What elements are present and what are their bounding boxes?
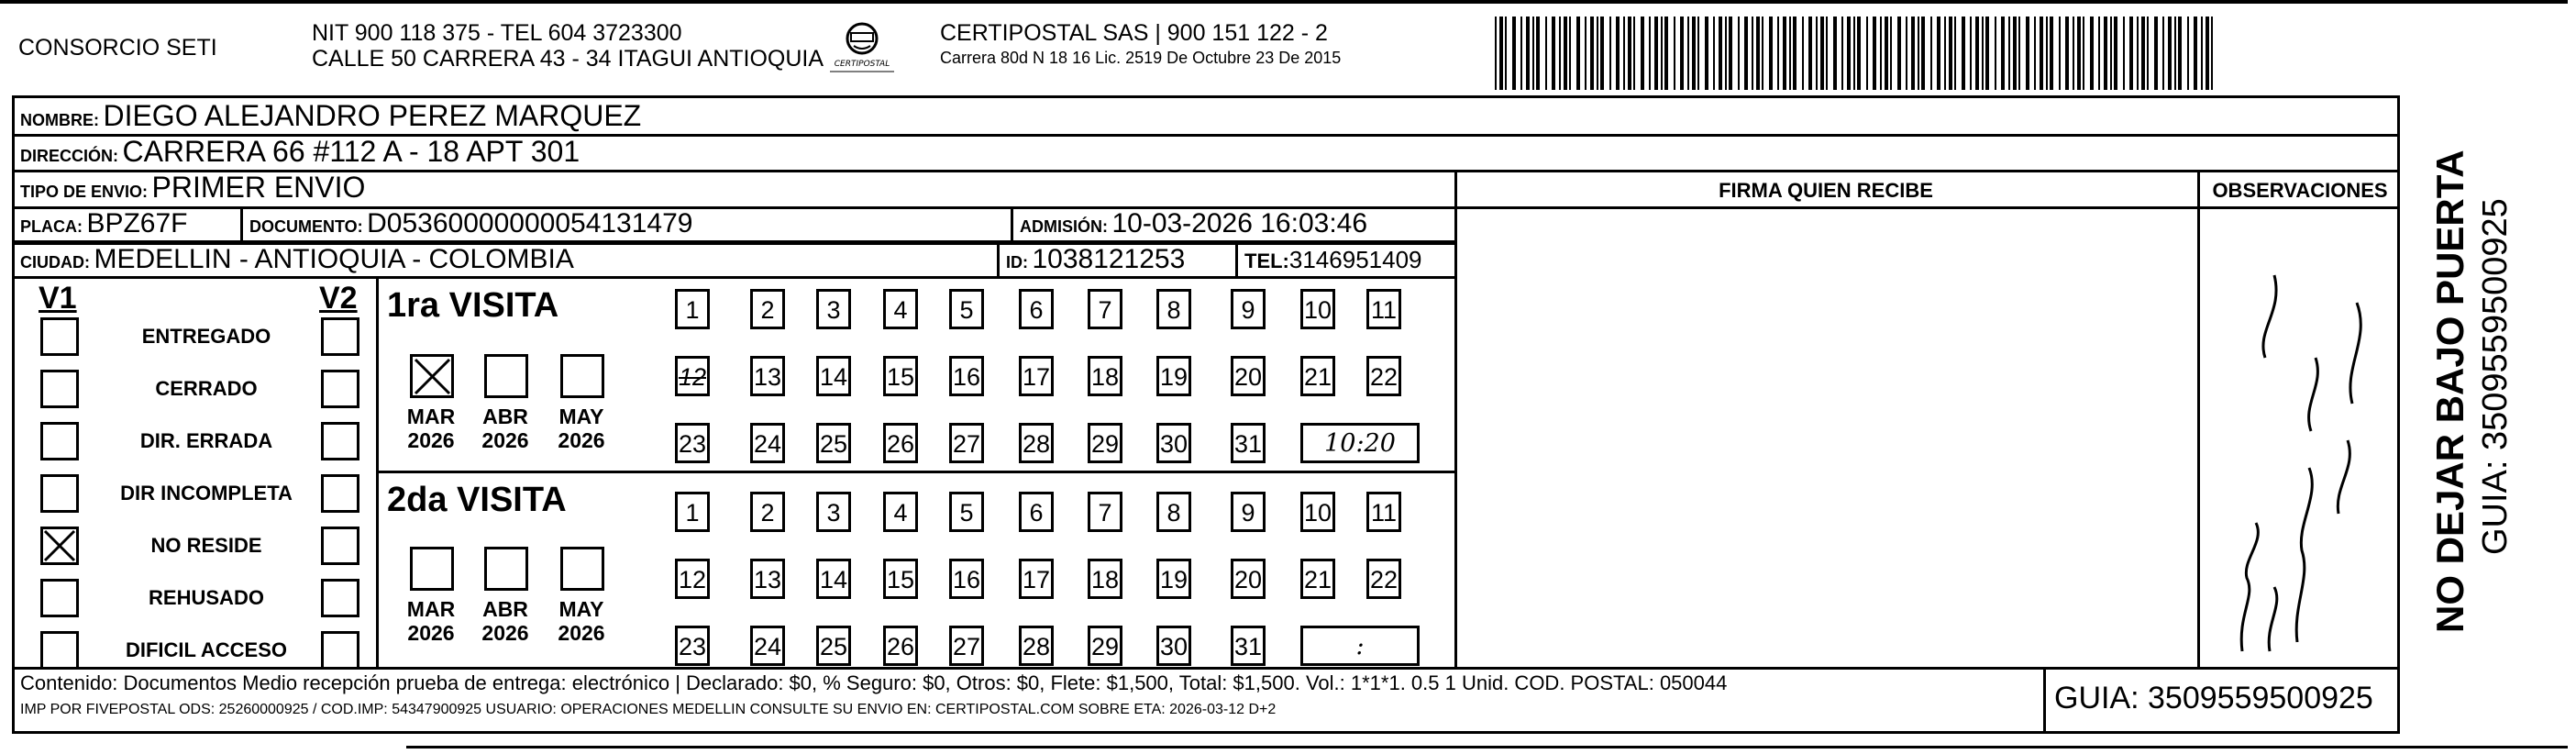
month-checkbox[interactable] [484,354,528,398]
day-box[interactable]: 10 [1300,492,1335,532]
day-box[interactable]: 8 [1156,289,1191,329]
barcode-bar [1954,17,1956,90]
day-box[interactable]: 17 [1019,356,1054,396]
hour-box[interactable]: : [1300,626,1420,666]
v2-checkbox[interactable] [321,317,359,356]
day-box[interactable]: 31 [1231,423,1266,463]
visit-divider [376,471,1454,473]
barcode-bar [1857,17,1861,90]
day-box[interactable]: 4 [883,289,918,329]
observaciones-label: OBSERVACIONES [2212,179,2388,202]
svg-text:CERTIPOSTAL: CERTIPOSTAL [834,60,890,69]
ciudad-value: MEDELLIN - ANTIOQUIA - COLOMBIA [94,244,574,274]
barcode-bar [1597,17,1598,90]
day-box[interactable]: 2 [750,492,785,532]
day-box[interactable]: 18 [1088,559,1122,599]
day-box[interactable]: 23 [675,423,710,463]
bottom-rule [406,746,2568,748]
day-box[interactable]: 22 [1366,356,1401,396]
footer-line-1: Contenido: Documentos Medio recepción prueba de entrega: electrónico | Declarado: $0, % Seguro: $0, Otros: $0, Flete: $1,500, Total: $1,500. Vol.: 1*1*1. 0.5 1 Unid. COD. POSTAL: 050044 [20,671,1728,694]
barcode-bar [1687,17,1689,90]
id-label: ID: [1006,253,1028,272]
v2-checkbox[interactable] [321,474,359,513]
barcode-bar [2059,17,2061,90]
barcode-bar [1897,17,1901,90]
barcode-bar [1564,17,1567,90]
barcode-bar [2162,17,2164,90]
month-name: ABR [482,405,528,428]
direccion-row [20,135,580,169]
barcode-bar [2090,17,2094,90]
tipo-value: PRIMER ENVIO [151,171,366,204]
month-name: MAR [406,405,456,428]
barcode-bar [1520,17,1522,90]
day-box[interactable]: 29 [1088,626,1122,666]
barcode-bar [1808,17,1812,90]
id-value: 1038121253 [1032,244,1186,274]
top-border [0,0,2568,4]
barcode-bar [1752,17,1753,90]
barcode-bar [1930,17,1932,90]
barcode-bar [2065,17,2069,90]
ciudad-label: CIUDAD: [20,253,90,272]
day-box[interactable]: 4 [883,492,918,532]
side-warning: NO DEJAR BAJO PUERTA [2428,150,2471,633]
day-box[interactable]: 20 [1231,559,1266,599]
barcode-bar [1692,17,1696,90]
barcode-bar [1995,17,1996,90]
v1-checkbox[interactable] [40,527,79,565]
address-line: CALLE 50 CARRERA 43 - 34 ITAGUI ANTIOQUIA [312,46,824,72]
day-box[interactable]: 30 [1156,626,1191,666]
status-label: ENTREGADO [141,325,271,348]
day-box[interactable]: 24 [750,626,785,666]
barcode-bar [1762,17,1763,90]
day-box[interactable]: 24 [750,423,785,463]
footer-line-2: IMP POR FIVEPOSTAL ODS: 25260000925 / COD.IMP: 54347900925 USUARIO: OPERACIONES MEDELLIN CONSULTE SU ENVIO EN: CERTIPOSTAL.COM SOBRE ETA: 2026-03-12 D+2 [20,702,1277,717]
day-box[interactable]: 3 [816,289,851,329]
tel-row [1244,246,1422,274]
handwritten-observations [2201,220,2398,660]
barcode-bar [2174,17,2176,90]
barcode-bar [2201,17,2203,90]
barcode-bar [1826,17,1828,90]
day-box[interactable]: 7 [1088,289,1122,329]
day-box[interactable]: 6 [1019,289,1054,329]
day-box[interactable]: 5 [949,289,984,329]
month-name: MAR [406,597,456,621]
barcode-bar [2013,17,2017,90]
barcode-bar [1664,17,1668,90]
nombre-label: NOMBRE: [20,111,99,129]
hour-box[interactable]: 10:20 [1300,423,1420,463]
footer-divider [12,667,2400,670]
day-box[interactable]: 11 [1366,492,1401,532]
day-box[interactable]: 25 [816,626,851,666]
barcode-bar [2194,17,2197,90]
month-checkbox[interactable] [560,547,604,591]
day-box[interactable]: 13 [750,559,785,599]
v1-checkbox[interactable] [40,370,79,408]
barcode-bar [2104,17,2107,90]
status-label: DIFICIL ACCESO [125,638,287,661]
month-checkbox[interactable] [484,547,528,591]
barcode-bar [2141,17,2145,90]
day-box[interactable]: 6 [1019,492,1054,532]
status-label: DIR. ERRADA [139,429,273,452]
barcode-bar [1985,17,1989,90]
admision-value: 10-03-2026 16:03:46 [1111,208,1368,238]
barcode-bar [1559,17,1561,90]
status-label: NO RESIDE [150,534,262,557]
admision-label: ADMISIÓN: [1020,217,1108,236]
month-name: MAY [558,405,604,428]
day-box[interactable]: 16 [949,356,984,396]
company-name: CONSORCIO SETI [18,35,217,61]
barcode-bar [1970,17,1972,90]
day-box[interactable]: 5 [949,492,984,532]
barcode-bar [1654,17,1658,90]
barcode-bar [1649,17,1651,90]
day-box[interactable]: 19 [1156,559,1191,599]
barcode-bar [1674,17,1675,90]
row-divider [12,170,2400,172]
day-box[interactable]: 22 [1366,559,1401,599]
barcode-bar [1756,17,1760,90]
barcode-bar [2206,17,2209,90]
day-box[interactable]: 28 [1019,626,1054,666]
barcode-bar [2098,17,2100,90]
barcode-bar [2026,17,2029,90]
certipostal-logo [821,18,903,77]
col-divider [240,206,243,243]
barcode-bar [2008,17,2010,90]
col-divider [2197,170,2200,667]
barcode-bar [1729,17,1732,90]
day-box[interactable]: 26 [883,423,918,463]
barcode-bar [2083,17,2084,90]
v2-checkbox[interactable] [321,631,359,670]
barcode-bar [1841,17,1843,90]
day-box[interactable]: 3 [816,492,851,532]
barcode-bar [1705,17,1708,90]
barcode-bar [1944,17,1946,90]
day-box[interactable]: 27 [949,626,984,666]
visit2-title: 2da VISITA [387,481,567,519]
barcode-bar [2018,17,2020,90]
barcode-bar [1738,17,1740,90]
tel-value: 3146951409 [1288,246,1422,273]
barcode-bar [2077,17,2081,90]
v1-checkbox[interactable] [40,317,79,356]
barcode-bar [1744,17,1748,90]
day-box[interactable]: 25 [816,423,851,463]
barcode-bar [1552,17,1555,90]
barcode-bar [1505,17,1507,90]
barcode-bar [1713,17,1715,90]
month-checkbox[interactable] [410,547,454,591]
barcode-bar [1616,17,1620,90]
day-box[interactable]: 12 [675,559,710,599]
barcode-bar [1585,17,1587,90]
ciudad-row [20,244,574,275]
placa-value: BPZ67F [86,208,188,238]
barcode-bar [1853,17,1855,90]
day-box[interactable]: 18 [1088,356,1122,396]
firma-label: FIRMA QUIEN RECIBE [1719,179,1933,202]
barcode-bar [1512,17,1516,90]
barcode-bar [2001,17,2005,90]
barcode-bar [2137,17,2139,90]
day-box[interactable]: 7 [1088,492,1122,532]
barcode-bar [1545,17,1547,90]
status-label: CERRADO [155,377,258,400]
status-label: REHUSADO [149,586,264,609]
month-year: 2026 [481,428,529,452]
barcode-bar [1697,17,1699,90]
barcode-bar [2211,17,2213,90]
documento-row [249,208,692,239]
row-divider [12,276,1454,279]
barcode-bar [1495,17,1497,90]
day-box[interactable]: 2 [750,289,785,329]
barcode-bar [1661,17,1663,90]
barcode-bar [2187,17,2189,90]
barcode-bar [1975,17,1979,90]
month-year: 2026 [407,428,455,452]
col-divider [1454,170,1457,667]
month-year: 2026 [481,621,529,645]
barcode-bar [1783,17,1786,90]
barcode-bar [2178,17,2182,90]
barcode-bar [2110,17,2112,90]
visit1-title: 1ra VISITA [387,286,559,325]
barcode-bar [1526,17,1530,90]
day-box[interactable]: 12 [675,356,710,396]
barcode-bar [1777,17,1779,90]
barcode-bar [1793,17,1797,90]
month-year: 2026 [407,621,455,645]
day-box[interactable]: 9 [1231,492,1266,532]
barcode-bar [1949,17,1952,90]
documento-value: D05360000000054131479 [367,208,693,238]
barcode-bar [1873,17,1876,90]
barcode-bar [1833,17,1837,90]
status-label: DIR INCOMPLETA [120,482,293,505]
barcode-bar [1937,17,1940,90]
barcode-bar [1628,17,1631,90]
day-box[interactable]: 13 [750,356,785,396]
day-box[interactable]: 17 [1019,559,1054,599]
barcode-bar [2129,17,2133,90]
placa-label: PLACA: [20,217,83,236]
day-box[interactable]: 26 [883,626,918,666]
barcode-bar [2114,17,2117,90]
nombre-value: DIEGO ALEJANDRO PEREZ MARQUEZ [103,99,642,132]
day-box[interactable]: 1 [675,492,710,532]
barcode-bar [2168,17,2172,90]
day-box[interactable]: 11 [1366,289,1401,329]
tipo-row [20,171,365,205]
col-divider [997,242,1000,277]
v1-checkbox[interactable] [40,422,79,460]
tel-label: TEL: [1244,249,1289,272]
barcode-bar [2154,17,2158,90]
barcode-bar [1802,17,1804,90]
barcode-bar [1725,17,1727,90]
day-box[interactable]: 27 [949,423,984,463]
col-divider [1011,206,1013,243]
barcode-bar [1880,17,1882,90]
col-divider [2043,667,2046,734]
v1-label: V1 [39,281,77,316]
day-box[interactable]: 29 [1088,423,1122,463]
barcode-bar [1576,17,1580,90]
barcode-bar [1962,17,1965,90]
barcode-bar [1789,17,1791,90]
certipostal-line: CERTIPOSTAL SAS | 900 151 122 - 2 [940,20,1328,46]
col-divider [1235,242,1238,277]
barcode-bar [1609,17,1611,90]
row-divider [2197,206,2400,209]
barcode-bar [2050,17,2053,90]
v1-checkbox[interactable] [40,474,79,513]
day-box[interactable]: 21 [1300,356,1335,396]
barcode-bar [1590,17,1594,90]
day-box[interactable]: 23 [675,626,710,666]
day-box[interactable]: 9 [1231,289,1266,329]
barcode-bar [1641,17,1644,90]
barcode-bar [2046,17,2048,90]
month-year: 2026 [558,621,605,645]
v1-checkbox[interactable] [40,631,79,670]
nit-line: NIT 900 118 375 - TEL 604 3723300 [312,20,682,46]
tipo-label: TIPO DE ENVIO: [20,183,149,201]
placa-row [20,208,188,239]
day-box[interactable]: 16 [949,559,984,599]
day-box[interactable]: 1 [675,289,710,329]
day-box[interactable]: 15 [883,356,918,396]
barcode-bar [2034,17,2036,90]
v2-checkbox[interactable] [321,422,359,460]
barcode [1495,17,2221,90]
barcode-bar [1569,17,1571,90]
month-name: ABR [482,597,528,621]
v2-checkbox[interactable] [321,579,359,617]
v2-checkbox[interactable] [321,370,359,408]
barcode-bar [1532,17,1534,90]
barcode-bar [2147,17,2149,90]
v1-checkbox[interactable] [40,579,79,617]
v2-checkbox[interactable] [321,527,359,565]
day-box[interactable]: 14 [816,356,851,396]
month-year: 2026 [558,428,605,452]
day-box[interactable]: 15 [883,559,918,599]
barcode-bar [1536,17,1540,90]
day-box[interactable]: 19 [1156,356,1191,396]
barcode-bar [1499,17,1503,90]
day-box[interactable]: 28 [1019,423,1054,463]
direccion-label: DIRECCIÓN: [20,147,118,165]
day-box[interactable]: 21 [1300,559,1335,599]
month-name: MAY [558,597,604,621]
barcode-bar [1769,17,1773,90]
barcode-bar [2040,17,2043,90]
side-guia: GUIA: 3509559500925 [2476,198,2515,555]
barcode-bar [1890,17,1892,90]
barcode-bar [1820,17,1824,90]
month-checkbox[interactable] [410,354,454,398]
barcode-bar [1847,17,1851,90]
license-line: Carrera 80d N 18 16 Lic. 2519 De Octubre 23 De 2015 [940,49,1342,67]
barcode-bar [1600,17,1604,90]
barcode-bar [1633,17,1635,90]
barcode-bar [1918,17,1919,90]
barcode-bar [1911,17,1915,90]
nombre-row [20,99,641,133]
day-box[interactable]: 31 [1231,626,1266,666]
barcode-bar [1921,17,1925,90]
barcode-bar [2123,17,2125,90]
barcode-bar [1906,17,1907,90]
barcode-bar [1719,17,1722,90]
month-checkbox[interactable] [560,354,604,398]
day-box[interactable]: 20 [1231,356,1266,396]
barcode-bar [2073,17,2074,90]
barcode-bar [1623,17,1625,90]
v2-label: V2 [319,281,358,316]
barcode-bar [1982,17,1984,90]
day-box[interactable]: 10 [1300,289,1335,329]
admision-row [1020,208,1367,239]
id-row [1006,244,1185,275]
barcode-bar [1866,17,1868,90]
barcode-bar [1680,17,1684,90]
day-box[interactable]: 30 [1156,423,1191,463]
barcode-bar [1885,17,1888,90]
footer-guia: GUIA: 3509559500925 [2054,681,2373,715]
direccion-value: CARRERA 66 #112 A - 18 APT 301 [122,135,580,168]
day-box[interactable]: 8 [1156,492,1191,532]
day-box[interactable]: 14 [816,559,851,599]
documento-label: DOCUMENTO: [249,217,363,236]
barcode-bar [1816,17,1818,90]
